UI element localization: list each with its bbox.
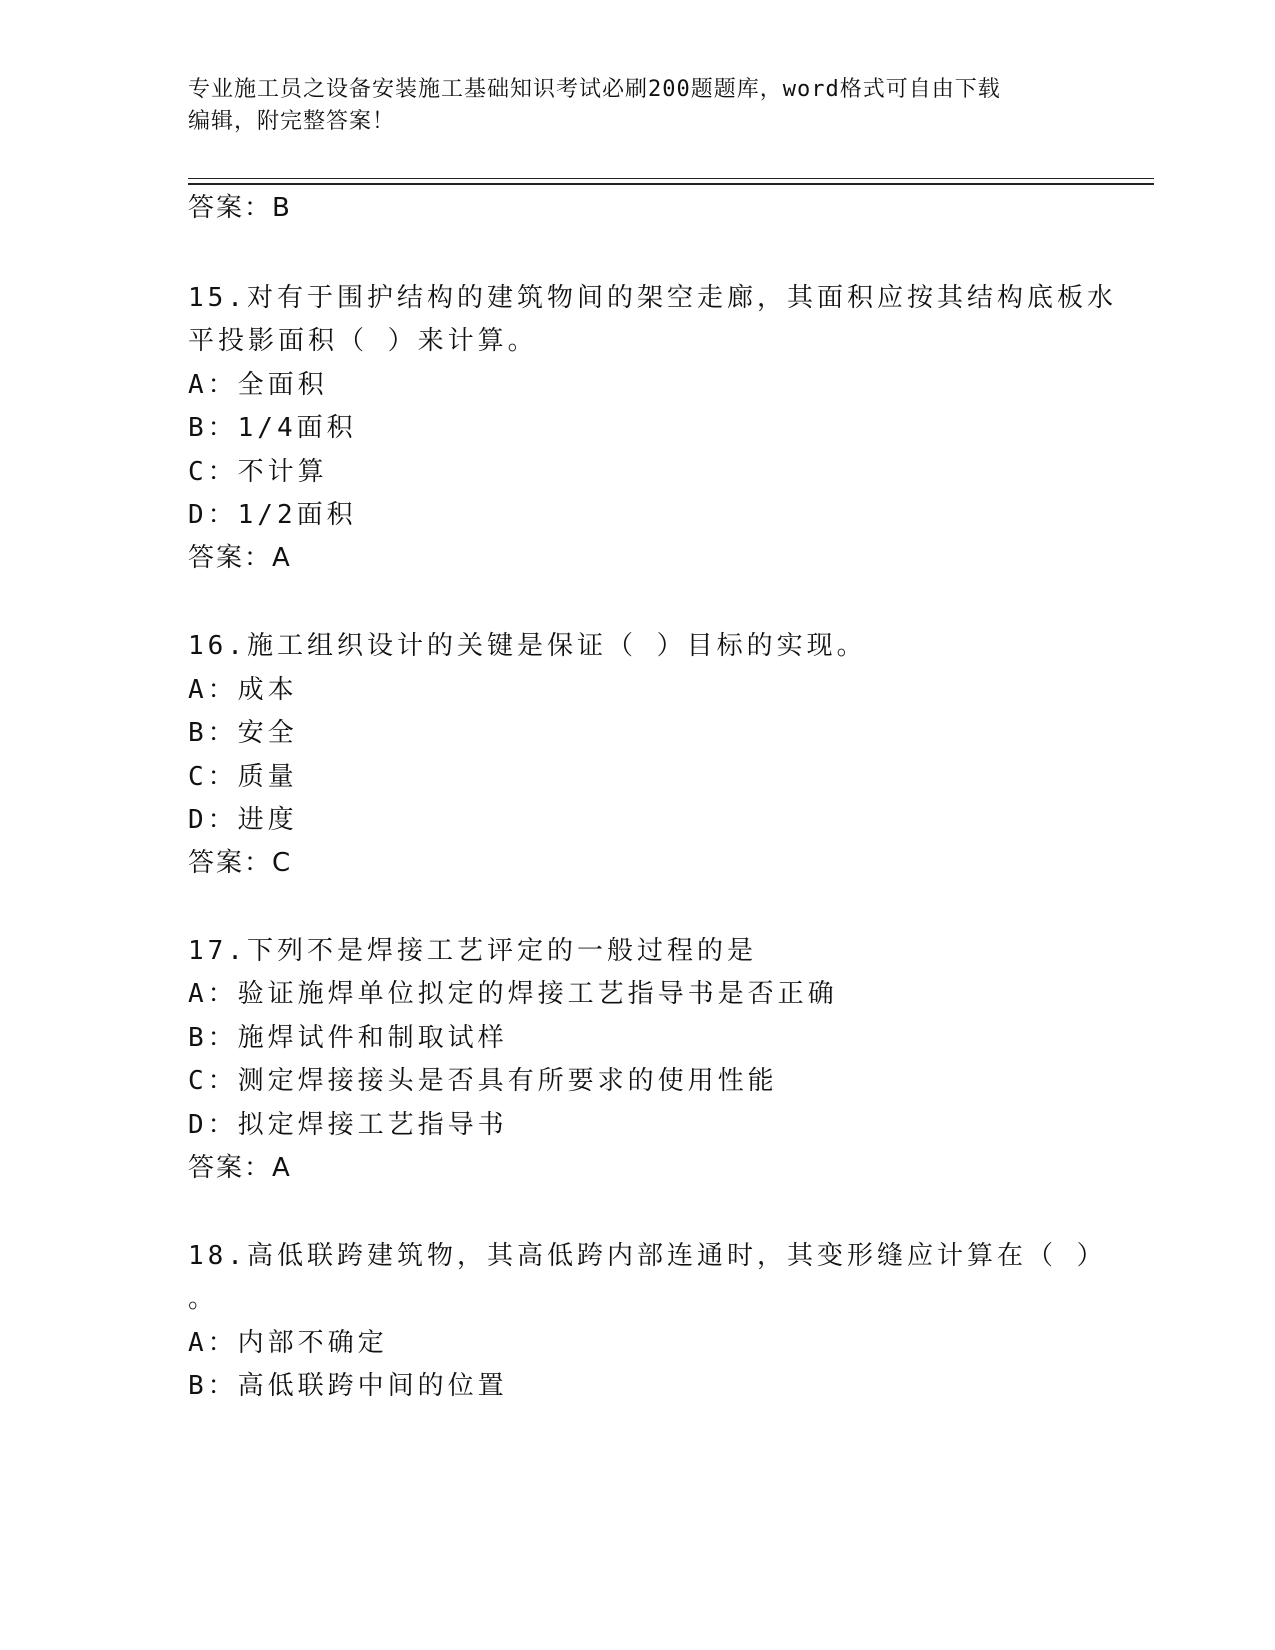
question-18-option-a: A：内部不确定: [188, 1328, 388, 1358]
question-17-option-c: C：测定焊接接头是否具有所要求的使用性能: [188, 1066, 778, 1096]
header-line-1: 专业施工员之设备安装施工基础知识考试必刷200题题库，word格式可自由下载: [188, 77, 1001, 102]
question-15-option-c: C：不计算: [188, 457, 328, 487]
question-16-option-a: A：成本: [188, 675, 298, 705]
question-18-stem-line-1: 18.高低联跨建筑物，其高低跨内部连通时，其变形缝应计算在（ ）: [188, 1241, 1107, 1271]
question-16-option-d: D：进度: [188, 805, 298, 835]
question-15-answer: 答案：A: [188, 543, 292, 573]
header-line-2: 编辑，附完整答案！: [188, 109, 396, 134]
document-header: [188, 74, 1088, 138]
question-15-option-d: D：1/2面积: [188, 500, 357, 530]
question-17-stem-line-1: 17.下列不是焊接工艺评定的一般过程的是: [188, 936, 757, 966]
question-16-option-c: C：质量: [188, 762, 298, 792]
header-rule-thin: [188, 178, 1154, 179]
question-16-stem-line-1: 16.施工组织设计的关键是保证（ ）目标的实现。: [188, 631, 867, 661]
question-17-option-a: A：验证施焊单位拟定的焊接工艺指导书是否正确: [188, 979, 838, 1009]
question-15-option-b: B：1/4面积: [188, 413, 357, 443]
question-15-stem-line-2: 平投影面积（ ）来计算。: [188, 326, 538, 356]
question-18-option-b: B：高低联跨中间的位置: [188, 1371, 508, 1401]
question-15-stem-line-1: 15.对有于围护结构的建筑物间的架空走廊，其面积应按其结构底板水: [188, 283, 1117, 313]
question-17-option-d: D：拟定焊接工艺指导书: [188, 1110, 508, 1140]
question-18-stem-line-2: 。: [188, 1284, 219, 1314]
answer-14: 答案：B: [188, 193, 292, 223]
question-17-answer: 答案：A: [188, 1153, 292, 1183]
question-16-option-b: B：安全: [188, 718, 298, 748]
question-15-option-a: A：全面积: [188, 370, 328, 400]
question-17-option-b: B：施焊试件和制取试样: [188, 1023, 508, 1053]
question-16-answer: 答案：C: [188, 848, 293, 878]
header-rule-thick: [188, 183, 1154, 185]
